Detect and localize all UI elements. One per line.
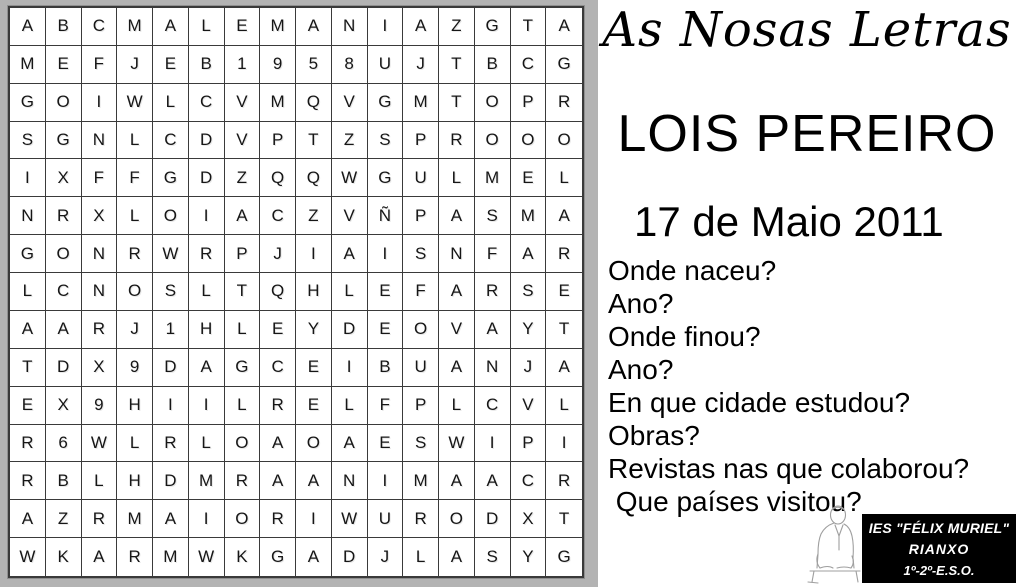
grid-cell: W bbox=[332, 159, 368, 197]
grid-cell: T bbox=[225, 273, 261, 311]
grid-cell: G bbox=[46, 122, 82, 160]
grid-cell: R bbox=[546, 84, 582, 122]
grid-cell: R bbox=[82, 500, 118, 538]
grid-cell: O bbox=[475, 84, 511, 122]
grid-cell: G bbox=[368, 159, 404, 197]
grid-cell: W bbox=[153, 235, 189, 273]
grid-cell: L bbox=[189, 8, 225, 46]
grid-cell: R bbox=[403, 500, 439, 538]
grid-cell: I bbox=[82, 84, 118, 122]
grid-cell: A bbox=[296, 538, 332, 576]
grid-cell: A bbox=[10, 311, 46, 349]
grid-cell: Z bbox=[332, 122, 368, 160]
grid-cell: 1 bbox=[225, 46, 261, 84]
grid-cell: P bbox=[225, 235, 261, 273]
grid-cell: V bbox=[332, 84, 368, 122]
grid-cell: C bbox=[511, 46, 547, 84]
grid-cell: R bbox=[475, 273, 511, 311]
grid-cell: L bbox=[153, 84, 189, 122]
grid-cell: I bbox=[296, 500, 332, 538]
grid-cell: F bbox=[117, 159, 153, 197]
grid-cell: D bbox=[46, 349, 82, 387]
grid-cell: I bbox=[368, 462, 404, 500]
grid-cell: C bbox=[260, 349, 296, 387]
grid-cell: R bbox=[260, 387, 296, 425]
grid-cell: N bbox=[332, 8, 368, 46]
grid-cell: N bbox=[82, 273, 118, 311]
subject-title: LOIS PEREIRO bbox=[617, 105, 997, 163]
person-sketch bbox=[804, 504, 866, 586]
grid-cell: A bbox=[82, 538, 118, 576]
grid-cell: C bbox=[511, 462, 547, 500]
grid-cell: Z bbox=[225, 159, 261, 197]
grid-cell: O bbox=[439, 500, 475, 538]
question-item: Onde finou? bbox=[608, 321, 761, 352]
grid-cell: K bbox=[46, 538, 82, 576]
grid-cell: 1 bbox=[153, 311, 189, 349]
grid-cell: P bbox=[511, 84, 547, 122]
questions-list bbox=[608, 254, 1016, 518]
grid-cell: I bbox=[368, 8, 404, 46]
grid-cell: L bbox=[189, 425, 225, 463]
grid-cell: G bbox=[10, 235, 46, 273]
grid-cell: C bbox=[260, 197, 296, 235]
grid-cell: W bbox=[10, 538, 46, 576]
grid-cell: J bbox=[511, 349, 547, 387]
grid-cell: M bbox=[260, 8, 296, 46]
question-item: Onde naceu? bbox=[608, 255, 777, 286]
grid-cell: X bbox=[511, 500, 547, 538]
grid-cell: A bbox=[10, 500, 46, 538]
grid-cell: S bbox=[475, 197, 511, 235]
grid-cell: C bbox=[475, 387, 511, 425]
grid-cell: E bbox=[260, 311, 296, 349]
grid-cell: A bbox=[225, 197, 261, 235]
grid-cell: O bbox=[296, 425, 332, 463]
grid-cell: K bbox=[225, 538, 261, 576]
grid-cell: Y bbox=[511, 538, 547, 576]
grid-cell: J bbox=[260, 235, 296, 273]
grid-cell: E bbox=[368, 425, 404, 463]
grid-cell: G bbox=[546, 538, 582, 576]
grid-cell: A bbox=[296, 8, 332, 46]
grid-cell: L bbox=[439, 159, 475, 197]
grid-cell: A bbox=[189, 349, 225, 387]
grid-cell: A bbox=[439, 273, 475, 311]
grid-cell: N bbox=[82, 122, 118, 160]
grid-cell: L bbox=[117, 122, 153, 160]
grid-cell: J bbox=[368, 538, 404, 576]
grid-cell: T bbox=[546, 311, 582, 349]
grid-cell: A bbox=[546, 8, 582, 46]
grid-cell: U bbox=[403, 159, 439, 197]
grid-cell: A bbox=[153, 500, 189, 538]
grid-cell: T bbox=[296, 122, 332, 160]
badge-course: 1º-2º-E.S.O. bbox=[903, 562, 975, 578]
grid-cell: N bbox=[82, 235, 118, 273]
grid-cell: T bbox=[546, 500, 582, 538]
grid-cell: E bbox=[511, 159, 547, 197]
grid-cell: R bbox=[82, 311, 118, 349]
grid-cell: V bbox=[332, 197, 368, 235]
grid-cell: F bbox=[475, 235, 511, 273]
grid-cell: P bbox=[403, 387, 439, 425]
grid-cell: I bbox=[332, 349, 368, 387]
grid-cell: J bbox=[117, 46, 153, 84]
grid-cell: M bbox=[117, 500, 153, 538]
grid-cell: L bbox=[10, 273, 46, 311]
grid-cell: Z bbox=[46, 500, 82, 538]
grid-cell: M bbox=[10, 46, 46, 84]
grid-cell: Q bbox=[260, 273, 296, 311]
grid-cell: V bbox=[225, 122, 261, 160]
question-item: Que países visitou? bbox=[608, 486, 862, 517]
grid-cell: V bbox=[439, 311, 475, 349]
grid-cell: X bbox=[82, 197, 118, 235]
grid-cell: I bbox=[153, 387, 189, 425]
grid-cell: P bbox=[403, 122, 439, 160]
question-item: Ano? bbox=[608, 288, 674, 319]
grid-cell: D bbox=[332, 311, 368, 349]
grid-cell: L bbox=[82, 462, 118, 500]
grid-cell: I bbox=[189, 500, 225, 538]
grid-cell: E bbox=[368, 273, 404, 311]
grid-cell: Ñ bbox=[368, 197, 404, 235]
grid-cell: D bbox=[332, 538, 368, 576]
grid-cell: M bbox=[403, 84, 439, 122]
grid-cell: L bbox=[332, 273, 368, 311]
grid-cell: O bbox=[511, 122, 547, 160]
grid-cell: A bbox=[332, 235, 368, 273]
grid-cell: E bbox=[225, 8, 261, 46]
grid-cell: S bbox=[403, 235, 439, 273]
grid-cell: G bbox=[546, 46, 582, 84]
grid-cell: U bbox=[368, 46, 404, 84]
grid-cell: Z bbox=[296, 197, 332, 235]
grid-cell: C bbox=[153, 122, 189, 160]
grid-cell: D bbox=[153, 462, 189, 500]
grid-cell: D bbox=[189, 159, 225, 197]
grid-cell: C bbox=[46, 273, 82, 311]
grid-cell: A bbox=[546, 349, 582, 387]
grid-cell: H bbox=[189, 311, 225, 349]
grid-cell: I bbox=[189, 387, 225, 425]
grid-cell: J bbox=[403, 46, 439, 84]
grid-cell: D bbox=[189, 122, 225, 160]
grid-cell: X bbox=[46, 159, 82, 197]
grid-cell: G bbox=[368, 84, 404, 122]
question-item: En que cidade estudou? bbox=[608, 387, 911, 418]
grid-cell: L bbox=[117, 425, 153, 463]
grid-cell: R bbox=[10, 462, 46, 500]
grid-cell: T bbox=[439, 84, 475, 122]
grid-cell: M bbox=[260, 84, 296, 122]
grid-cell: T bbox=[439, 46, 475, 84]
grid-cell: E bbox=[368, 311, 404, 349]
grid-cell: Z bbox=[439, 8, 475, 46]
grid-cell: I bbox=[368, 235, 404, 273]
grid-cell: E bbox=[296, 387, 332, 425]
grid-cell: 9 bbox=[82, 387, 118, 425]
grid-cell: R bbox=[117, 538, 153, 576]
grid-cell: R bbox=[117, 235, 153, 273]
grid-cell: S bbox=[403, 425, 439, 463]
grid-cell: O bbox=[117, 273, 153, 311]
grid-cell: B bbox=[368, 349, 404, 387]
grid-cell: A bbox=[475, 311, 511, 349]
grid-cell: Q bbox=[260, 159, 296, 197]
grid-cell: L bbox=[189, 273, 225, 311]
grid-cell: U bbox=[368, 500, 404, 538]
grid-cell: O bbox=[225, 425, 261, 463]
grid-cell: L bbox=[225, 387, 261, 425]
grid-cell: J bbox=[117, 311, 153, 349]
grid-cell: X bbox=[46, 387, 82, 425]
grid-cell: W bbox=[189, 538, 225, 576]
grid-cell: W bbox=[82, 425, 118, 463]
grid-cell: X bbox=[82, 349, 118, 387]
grid-cell: R bbox=[153, 425, 189, 463]
grid-cell: E bbox=[296, 349, 332, 387]
grid-cell: Q bbox=[296, 159, 332, 197]
grid-cell: O bbox=[46, 84, 82, 122]
grid-cell: L bbox=[117, 197, 153, 235]
grid-cell: 6 bbox=[46, 425, 82, 463]
grid-cell: S bbox=[475, 538, 511, 576]
grid-cell: A bbox=[439, 197, 475, 235]
grid-cell: 9 bbox=[260, 46, 296, 84]
grid-cell: R bbox=[439, 122, 475, 160]
grid-cell: Y bbox=[511, 311, 547, 349]
grid-cell: B bbox=[46, 8, 82, 46]
grid-cell: M bbox=[475, 159, 511, 197]
grid-cell: V bbox=[511, 387, 547, 425]
grid-cell: W bbox=[117, 84, 153, 122]
grid-cell: C bbox=[82, 8, 118, 46]
question-item: Revistas nas que colaborou? bbox=[608, 453, 970, 484]
grid-cell: T bbox=[511, 8, 547, 46]
grid-cell: G bbox=[153, 159, 189, 197]
grid-cell: R bbox=[225, 462, 261, 500]
grid-cell: G bbox=[475, 8, 511, 46]
event-date: 17 de Maio 2011 bbox=[634, 198, 944, 245]
grid-cell: V bbox=[225, 84, 261, 122]
grid-cell: T bbox=[10, 349, 46, 387]
grid-cell: G bbox=[10, 84, 46, 122]
grid-cell: E bbox=[153, 46, 189, 84]
grid-cell: O bbox=[546, 122, 582, 160]
grid-cell: B bbox=[189, 46, 225, 84]
grid-cell: U bbox=[403, 349, 439, 387]
grid-cell: R bbox=[10, 425, 46, 463]
grid-cell: A bbox=[439, 462, 475, 500]
grid-cell: A bbox=[260, 462, 296, 500]
grid-cell: A bbox=[10, 8, 46, 46]
grid-cell: P bbox=[511, 425, 547, 463]
grid-cell: S bbox=[10, 122, 46, 160]
grid-cell: P bbox=[403, 197, 439, 235]
grid-cell: H bbox=[117, 462, 153, 500]
grid-cell: L bbox=[225, 311, 261, 349]
grid-cell: S bbox=[153, 273, 189, 311]
grid-cell: L bbox=[332, 387, 368, 425]
badge-school-name: IES "FÉLIX MURIEL" bbox=[868, 519, 1010, 536]
grid-cell: L bbox=[403, 538, 439, 576]
grid-cell: B bbox=[475, 46, 511, 84]
grid-cell: M bbox=[117, 8, 153, 46]
grid-cell: N bbox=[439, 235, 475, 273]
school-badge bbox=[862, 514, 1016, 583]
grid-cell: A bbox=[511, 235, 547, 273]
grid-cell: A bbox=[475, 462, 511, 500]
grid-cell: R bbox=[46, 197, 82, 235]
grid-cell: W bbox=[332, 500, 368, 538]
grid-cell: G bbox=[225, 349, 261, 387]
grid-cell: O bbox=[46, 235, 82, 273]
grid-cell: M bbox=[153, 538, 189, 576]
grid-cell: M bbox=[189, 462, 225, 500]
grid-cell: R bbox=[546, 235, 582, 273]
grid-cell: C bbox=[189, 84, 225, 122]
grid-cell: F bbox=[82, 46, 118, 84]
grid-cell: R bbox=[546, 462, 582, 500]
question-item: Ano? bbox=[608, 354, 674, 385]
grid-cell: 5 bbox=[296, 46, 332, 84]
grid-cell: D bbox=[475, 500, 511, 538]
grid-cell: H bbox=[296, 273, 332, 311]
grid-cell: I bbox=[546, 425, 582, 463]
grid-cell: N bbox=[332, 462, 368, 500]
grid-cell: I bbox=[475, 425, 511, 463]
grid-cell: O bbox=[225, 500, 261, 538]
grid-cell: A bbox=[46, 311, 82, 349]
grid-cell: 8 bbox=[332, 46, 368, 84]
grid-cell: A bbox=[260, 425, 296, 463]
question-item: Obras? bbox=[608, 420, 700, 451]
grid-cell: N bbox=[10, 197, 46, 235]
grid-cell: W bbox=[439, 425, 475, 463]
grid-cell: L bbox=[546, 387, 582, 425]
grid-cell: A bbox=[439, 349, 475, 387]
grid-cell: L bbox=[439, 387, 475, 425]
grid-cell: A bbox=[153, 8, 189, 46]
grid-cell: M bbox=[511, 197, 547, 235]
grid-cell: Y bbox=[296, 311, 332, 349]
grid-cell: I bbox=[189, 197, 225, 235]
grid-cell: I bbox=[296, 235, 332, 273]
grid-cell: E bbox=[46, 46, 82, 84]
badge-town: RIANXO bbox=[908, 541, 970, 557]
grid-cell: H bbox=[117, 387, 153, 425]
grid-cell: 9 bbox=[117, 349, 153, 387]
grid-cell: S bbox=[511, 273, 547, 311]
grid-cell: O bbox=[403, 311, 439, 349]
wordsearch-grid bbox=[8, 6, 584, 578]
grid-cell: D bbox=[153, 349, 189, 387]
grid-cell: A bbox=[546, 197, 582, 235]
grid-cell: Q bbox=[296, 84, 332, 122]
grid-cell: O bbox=[153, 197, 189, 235]
grid-cell: F bbox=[82, 159, 118, 197]
info-panel bbox=[598, 0, 1016, 587]
grid-cell: F bbox=[403, 273, 439, 311]
grid-cell: A bbox=[332, 425, 368, 463]
grid-cell: A bbox=[296, 462, 332, 500]
grid-cell: P bbox=[260, 122, 296, 160]
grid-cell: F bbox=[368, 387, 404, 425]
grid-cell: S bbox=[368, 122, 404, 160]
grid-cell: A bbox=[403, 8, 439, 46]
grid-cell: R bbox=[260, 500, 296, 538]
grid-cell: E bbox=[10, 387, 46, 425]
grid-cell: G bbox=[260, 538, 296, 576]
grid-cell: I bbox=[10, 159, 46, 197]
grid-cell: N bbox=[475, 349, 511, 387]
grid-cell: R bbox=[189, 235, 225, 273]
grid-cell: E bbox=[546, 273, 582, 311]
grid-cell: O bbox=[475, 122, 511, 160]
page-title: As Nosas Letras bbox=[602, 2, 1012, 58]
grid-cell: L bbox=[546, 159, 582, 197]
grid-cell: M bbox=[403, 462, 439, 500]
grid-cell: A bbox=[439, 538, 475, 576]
grid-cell: B bbox=[46, 462, 82, 500]
